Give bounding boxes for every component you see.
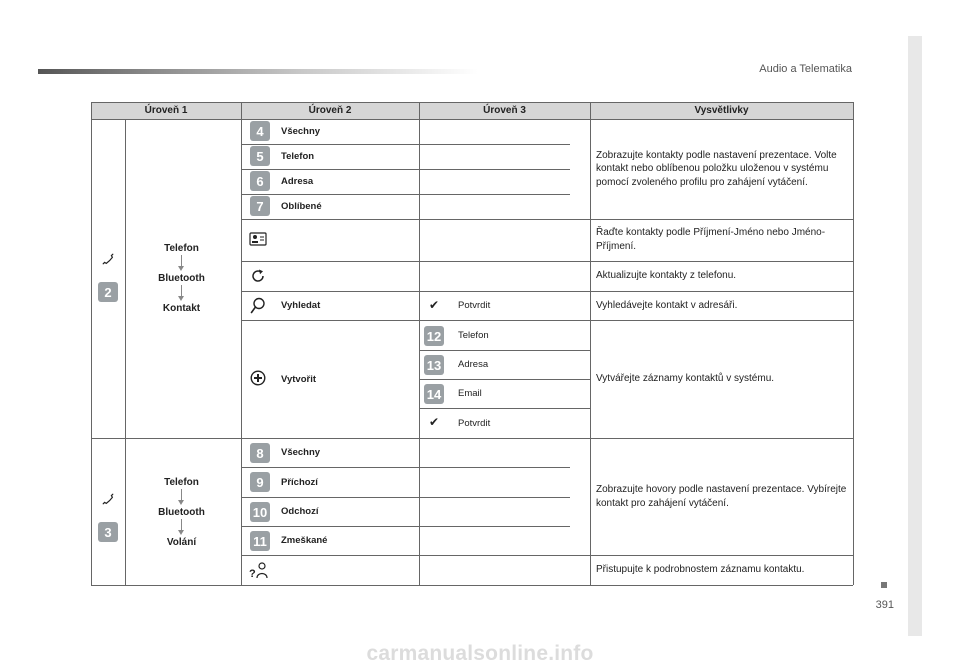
- header-gradient-line: [38, 69, 478, 74]
- path-step-bluetooth: Bluetooth: [158, 507, 205, 518]
- path-step-volani: Volání: [166, 537, 197, 548]
- callout-badge-12: 12: [424, 326, 444, 346]
- header-level-1: Úroveň 1: [144, 105, 188, 116]
- path-arrow: [123, 489, 240, 506]
- refresh-icon: [250, 268, 266, 284]
- menu-item-vsechny: Všechny: [281, 126, 321, 137]
- menu-item-potvrdit: Potvrdit: [458, 300, 491, 311]
- callout-badge-5: 5: [250, 146, 270, 166]
- explanation-create: Vytvářejte záznamy kontaktů v systému.: [596, 373, 775, 385]
- callout-badge-8: 8: [250, 443, 270, 463]
- sort-contacts-icon: [249, 232, 267, 246]
- callout-badge-10: 10: [250, 502, 270, 522]
- svg-text:?: ?: [249, 568, 256, 579]
- callout-badge-13: 13: [424, 355, 444, 375]
- section-title: Audio a Telematika: [759, 63, 852, 75]
- search-icon: [250, 297, 266, 314]
- callout-badge-9: 9: [250, 472, 270, 492]
- header-level-2: Úroveň 2: [308, 105, 352, 116]
- path-arrow: [123, 285, 240, 302]
- watermark: carmanualsonline.info: [366, 642, 594, 665]
- page-number: 391: [875, 599, 894, 611]
- confirm-check-icon: ✔: [429, 298, 440, 312]
- explanation-search: Vyhledávejte kontakt v adresáři.: [596, 299, 738, 311]
- callout-badge-7: 7: [250, 196, 270, 216]
- path-step-bluetooth: Bluetooth: [158, 273, 205, 284]
- callout-badge-6: 6: [250, 171, 270, 191]
- add-icon: [250, 370, 266, 386]
- path-step-kontakt: Kontakt: [162, 303, 201, 314]
- menu-item-zmeskane: Zmeškané: [281, 535, 328, 546]
- callout-badge-2: 2: [98, 282, 118, 302]
- callout-badge-4: 4: [250, 121, 270, 141]
- phone-icon: [101, 252, 115, 266]
- menu-item-vyhledat: Vyhledat: [281, 300, 321, 311]
- path-step-telefon: Telefon: [164, 477, 199, 488]
- explanation-sort: Řaďte kontakty podle Příjmení-Jméno nebo Jméno-Příjmení.: [596, 227, 826, 252]
- callout-badge-3: 3: [98, 522, 118, 542]
- navigation-path-calls: [123, 476, 240, 549]
- menu-item-odchozi: Odchozí: [281, 506, 319, 517]
- explanation-detail: Přistupujte k podrobnostem záznamu kontaktu.: [596, 564, 805, 576]
- menu-item-vsechny-calls: Všechny: [281, 447, 321, 458]
- menu-item-email: Email: [458, 388, 482, 399]
- explanation-contacts-filter: Zobrazujte kontakty podle nastavení prezentace. Volte kontakt nebo oblíbenou položku uloženou v systému pomocí zvoleného profilu pro zahájení vytáčení.: [596, 149, 837, 188]
- page-side-strip: [908, 36, 922, 636]
- confirm-check-icon: ✔: [429, 415, 440, 429]
- navigation-path-contacts: [123, 242, 240, 315]
- menu-table: [91, 102, 853, 585]
- page-marker: [881, 582, 887, 588]
- explanation-refresh: Aktualizujte kontakty z telefonu.: [596, 270, 737, 282]
- header-explanation: Vysvětlivky: [694, 105, 749, 116]
- phone-icon: [101, 492, 115, 506]
- menu-item-adresa: Adresa: [281, 176, 314, 187]
- contact-detail-icon: [249, 561, 269, 579]
- menu-item-oblibene: Oblíbené: [281, 201, 322, 212]
- explanation-calls: Zobrazujte hovory podle nastavení prezentace. Vybírejte kontakt pro zahájení vytáčení.: [596, 483, 847, 509]
- header-level-3: Úroveň 3: [483, 105, 526, 116]
- menu-item-prichozi: Příchozí: [281, 476, 318, 488]
- menu-item-vytvorit: Vytvořit: [281, 373, 317, 385]
- menu-item-adresa-new: Adresa: [458, 359, 489, 370]
- path-step-telefon: Telefon: [164, 243, 199, 254]
- callout-badge-11: 11: [250, 531, 270, 551]
- menu-item-telefon: Telefon: [281, 151, 315, 162]
- path-arrow: [123, 519, 240, 536]
- path-arrow: [123, 255, 240, 272]
- menu-item-potvrdit-new: Potvrdit: [458, 417, 491, 429]
- callout-badge-14: 14: [424, 384, 444, 404]
- menu-item-telefon-new: Telefon: [458, 329, 489, 341]
